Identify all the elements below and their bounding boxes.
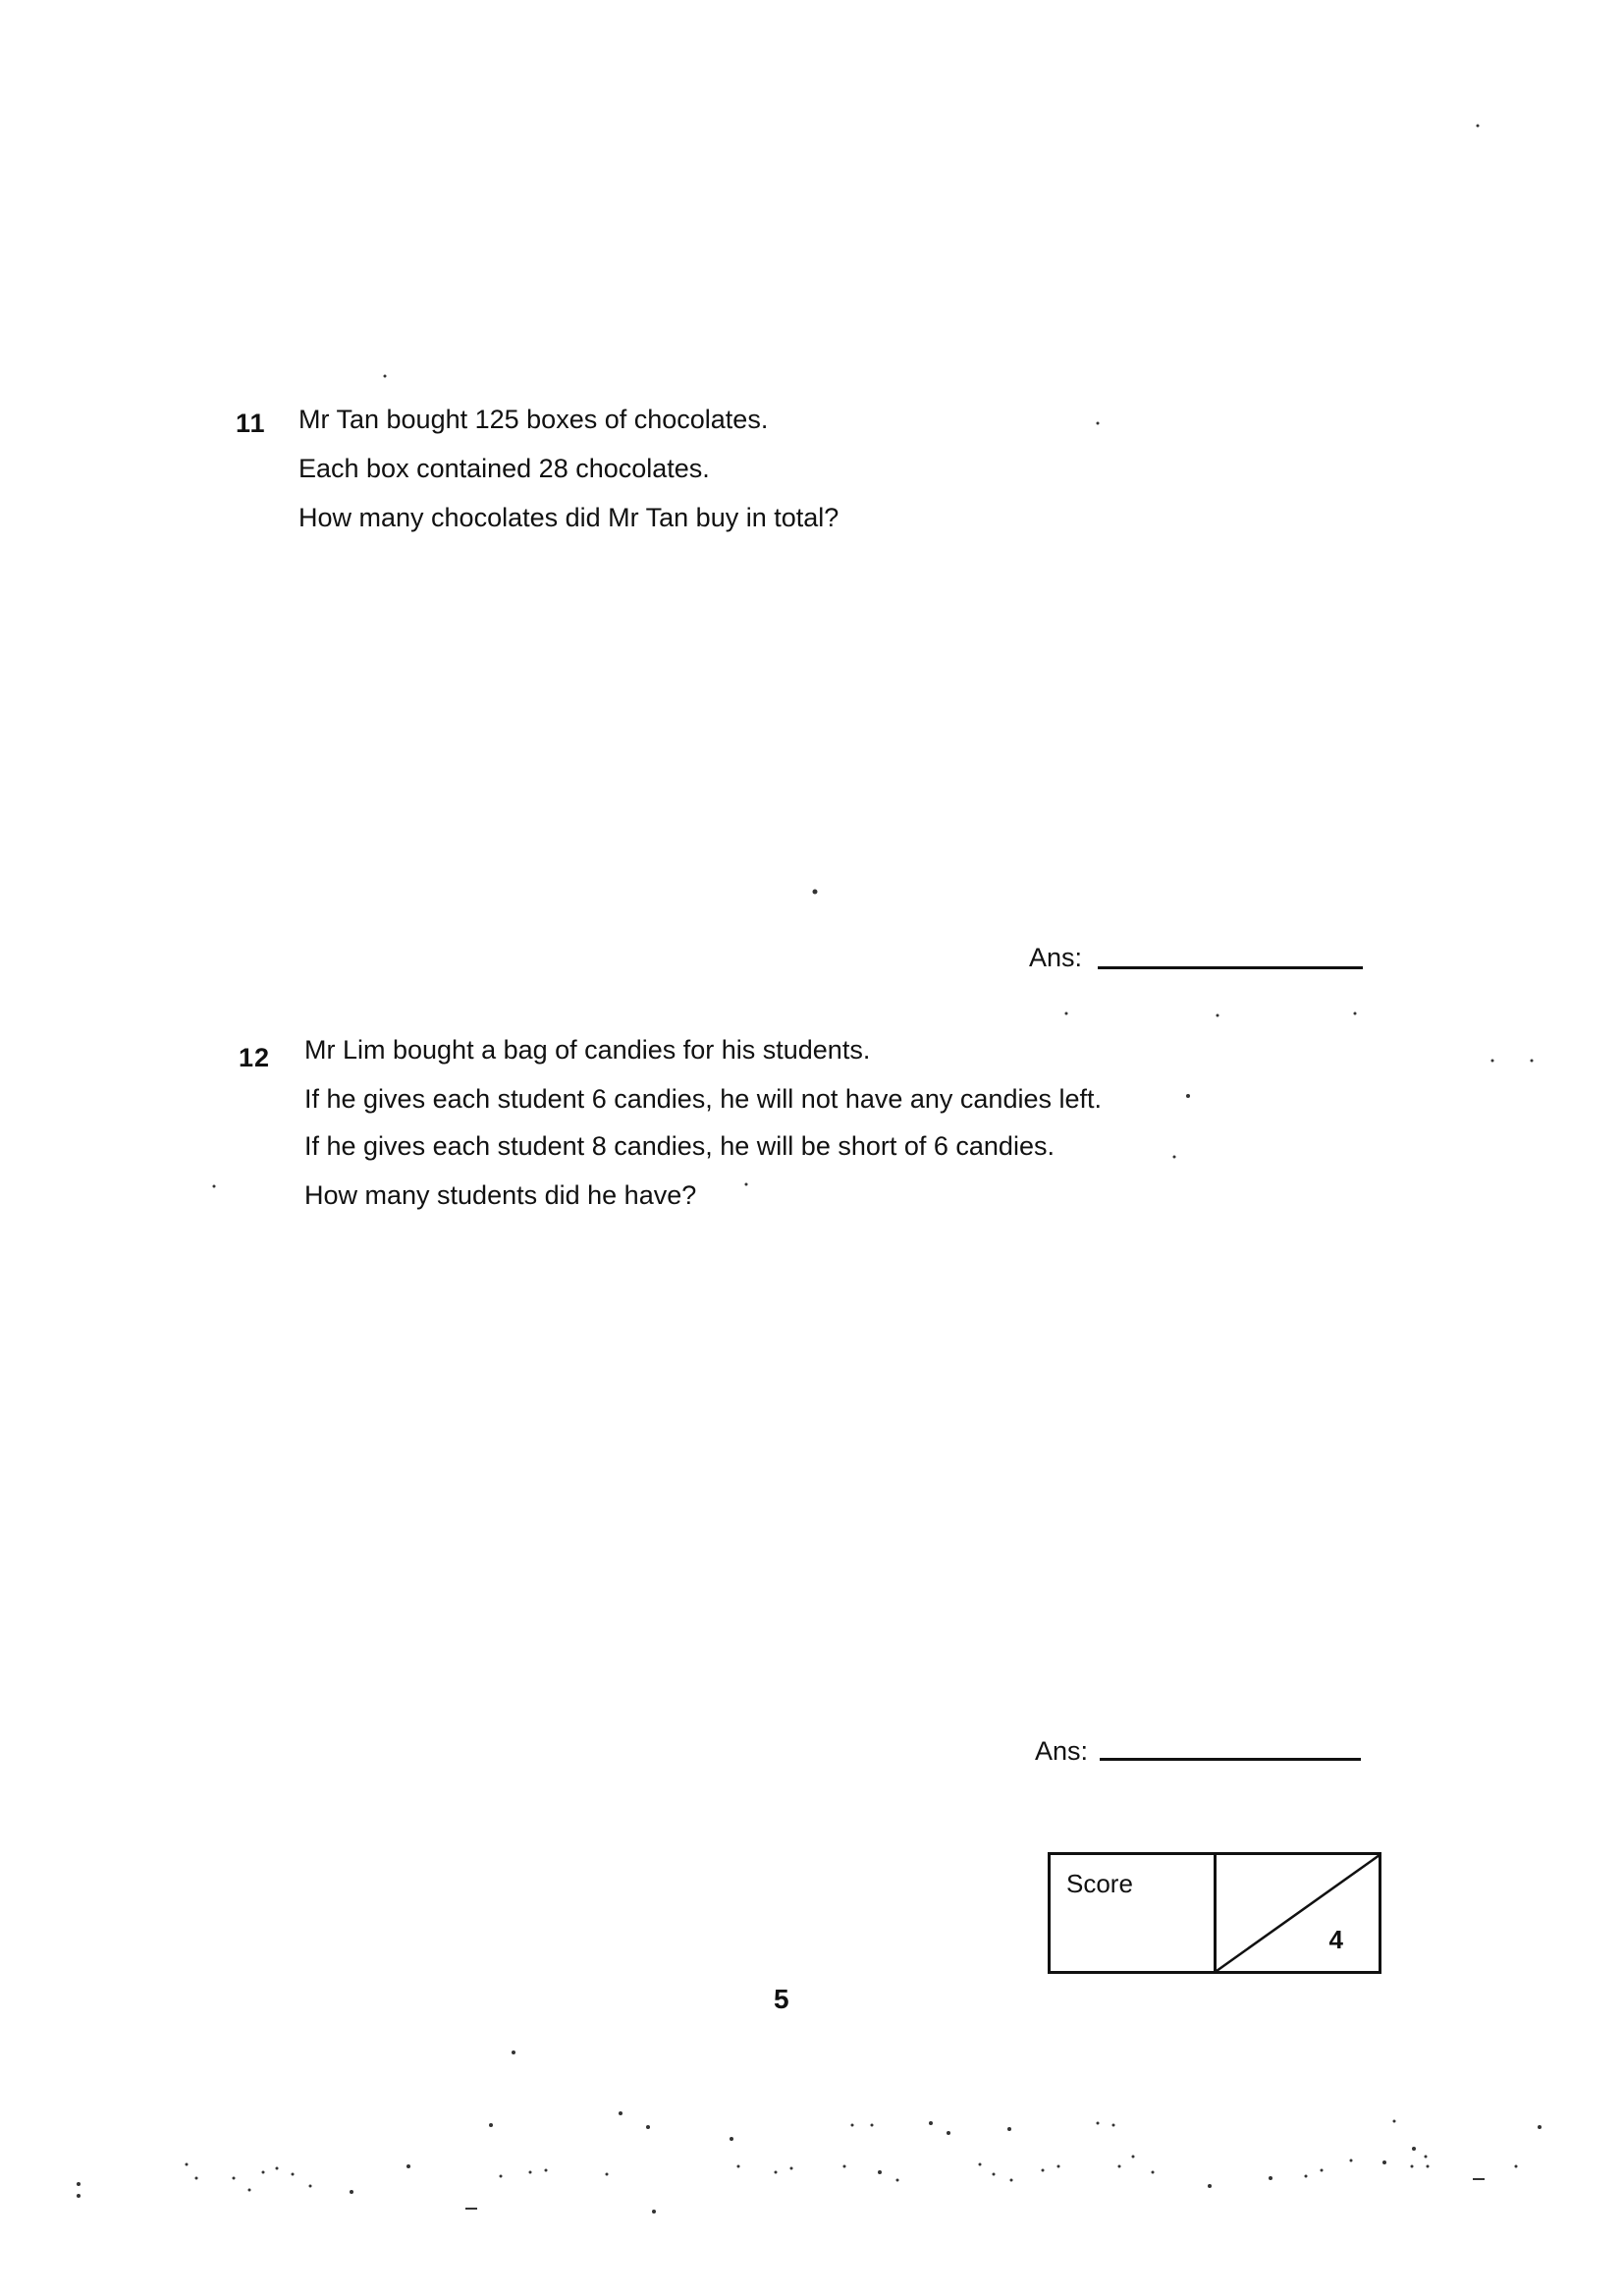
question-number: 11 — [236, 409, 266, 438]
score-max-marks: 4 — [1328, 1925, 1343, 1954]
page-number: 5 — [774, 1984, 789, 2014]
answer-line[interactable] — [1100, 1758, 1361, 1761]
answer-label: Ans: — [1035, 1736, 1089, 1766]
score-box — [1048, 1852, 1381, 1974]
question-number: 12 — [239, 1043, 271, 1072]
answer-label: Ans: — [1029, 943, 1083, 972]
question-text-line: How many students did he have? — [304, 1180, 697, 1210]
question-text-line: Mr Lim bought a bag of candies for his students. — [304, 1035, 871, 1065]
question-text-line: How many chocolates did Mr Tan buy in total? — [298, 503, 839, 532]
question-text-line: Mr Tan bought 125 boxes of chocolates. — [298, 405, 769, 434]
answer-line[interactable] — [1098, 966, 1363, 969]
question-text-line: If he gives each student 6 candies, he will not have any candies left. — [304, 1084, 1103, 1114]
question-text-line: If he gives each student 8 candies, he will be short of 6 candies. — [304, 1131, 1055, 1161]
score-diagonal — [1217, 1855, 1380, 1971]
score-label: Score — [1066, 1869, 1133, 1898]
question-text-line: Each box contained 28 chocolates. — [298, 454, 710, 483]
